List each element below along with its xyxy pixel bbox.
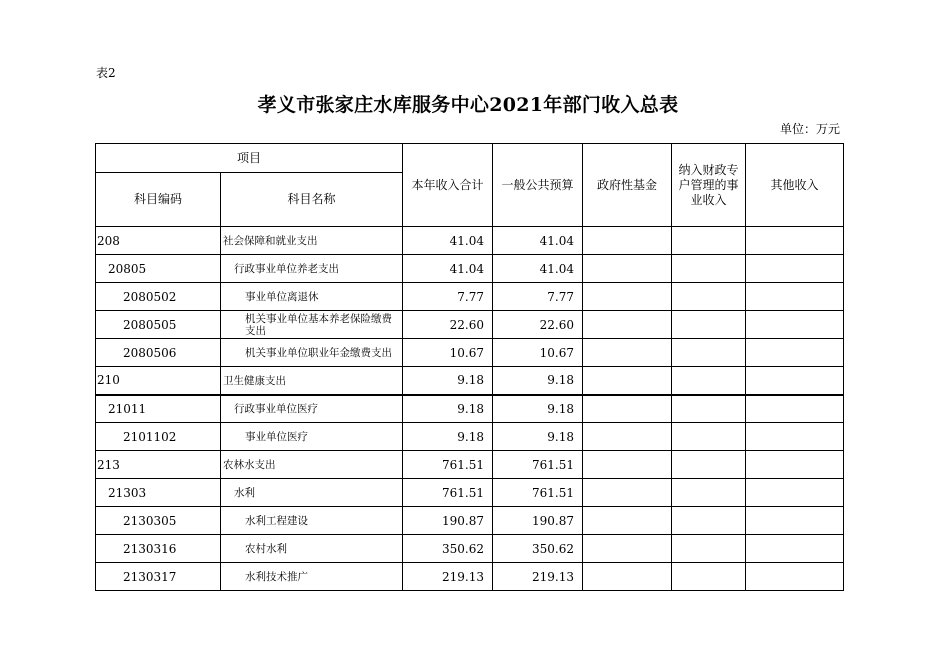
total-income-cell: 7.77 bbox=[403, 283, 493, 311]
subject-name-cell: 农林水支出 bbox=[221, 451, 403, 479]
subject-code-cell: 2130317 bbox=[96, 563, 221, 591]
special-account-cell bbox=[672, 395, 746, 423]
subject-name-cell: 社会保障和就业支出 bbox=[221, 227, 403, 255]
other-income-cell bbox=[746, 507, 844, 535]
header-project: 项目 bbox=[96, 144, 403, 173]
header-total: 本年收入合计 bbox=[403, 144, 493, 227]
general-budget-cell: 7.77 bbox=[493, 283, 583, 311]
table-row bbox=[96, 283, 844, 311]
header-code: 科目编码 bbox=[96, 173, 221, 227]
other-income-cell bbox=[746, 423, 844, 451]
government-fund-cell bbox=[583, 451, 672, 479]
table-row bbox=[96, 255, 844, 283]
total-income-cell: 219.13 bbox=[403, 563, 493, 591]
table-row bbox=[96, 423, 844, 451]
total-income-cell: 22.60 bbox=[403, 311, 493, 339]
government-fund-cell bbox=[583, 367, 672, 395]
general-budget-cell: 761.51 bbox=[493, 451, 583, 479]
other-income-cell bbox=[746, 339, 844, 367]
other-income-cell bbox=[746, 563, 844, 591]
subject-code-cell: 2080505 bbox=[96, 311, 221, 339]
general-budget-cell: 9.18 bbox=[493, 423, 583, 451]
general-budget-cell: 9.18 bbox=[493, 395, 583, 423]
subject-name-cell bbox=[221, 339, 403, 367]
subject-code-cell: 21011 bbox=[96, 395, 221, 423]
page-title: 孝义市张家庄水库服务中心2021年部门收入总表 bbox=[257, 94, 679, 116]
government-fund-cell bbox=[583, 507, 672, 535]
special-account-cell bbox=[672, 339, 746, 367]
subject-name-cell: 农村水利 bbox=[221, 535, 403, 563]
subject-code-cell: 208 bbox=[96, 227, 221, 255]
other-income-cell bbox=[746, 227, 844, 255]
special-account-cell bbox=[672, 423, 746, 451]
government-fund-cell bbox=[583, 563, 672, 591]
table-row bbox=[96, 395, 844, 423]
total-income-cell: 761.51 bbox=[403, 479, 493, 507]
total-income-cell: 41.04 bbox=[403, 227, 493, 255]
unit-label: 单位：万元 bbox=[779, 122, 840, 136]
other-income-cell bbox=[746, 479, 844, 507]
total-income-cell: 10.67 bbox=[403, 339, 493, 367]
header-name: 科目名称 bbox=[221, 173, 403, 227]
other-income-cell bbox=[746, 255, 844, 283]
total-income-cell: 350.62 bbox=[403, 535, 493, 563]
subject-code-cell: 2080506 bbox=[96, 339, 221, 367]
subject-code-cell: 210 bbox=[96, 367, 221, 395]
special-account-cell bbox=[672, 507, 746, 535]
subject-name-cell: 水利工程建设 bbox=[221, 507, 403, 535]
government-fund-cell bbox=[583, 395, 672, 423]
subject-name-cell bbox=[221, 311, 403, 339]
special-account-cell bbox=[672, 227, 746, 255]
general-budget-cell: 10.67 bbox=[493, 339, 583, 367]
other-income-cell bbox=[746, 367, 844, 395]
government-fund-cell bbox=[583, 311, 672, 339]
header-government-fund: 政府性基金 bbox=[583, 144, 672, 227]
subject-code-cell: 213 bbox=[96, 451, 221, 479]
total-income-cell: 190.87 bbox=[403, 507, 493, 535]
special-account-cell bbox=[672, 563, 746, 591]
government-fund-cell bbox=[583, 535, 672, 563]
total-income-cell: 9.18 bbox=[403, 423, 493, 451]
table-row bbox=[96, 227, 844, 255]
table-row bbox=[96, 339, 844, 367]
table-row bbox=[96, 479, 844, 507]
other-income-cell bbox=[746, 535, 844, 563]
subject-name-cell: 行政事业单位养老支出 bbox=[221, 255, 403, 283]
government-fund-cell bbox=[583, 283, 672, 311]
subject-code-cell: 2101102 bbox=[96, 423, 221, 451]
header-special-account-income: 纳入财政专户管理的事业收入 bbox=[672, 144, 746, 227]
special-account-cell bbox=[672, 283, 746, 311]
table-row bbox=[96, 311, 844, 339]
subject-code-cell: 2080502 bbox=[96, 283, 221, 311]
subject-name-cell: 水利技术推广 bbox=[221, 563, 403, 591]
special-account-cell bbox=[672, 255, 746, 283]
total-income-cell: 9.18 bbox=[403, 367, 493, 395]
other-income-cell bbox=[746, 283, 844, 311]
special-account-cell bbox=[672, 311, 746, 339]
subject-name-cell: 行政事业单位医疗 bbox=[221, 395, 403, 423]
subject-name-text: 机关事业单位职业年金缴费支出 bbox=[245, 346, 392, 359]
total-income-cell: 41.04 bbox=[403, 255, 493, 283]
general-budget-cell: 41.04 bbox=[493, 227, 583, 255]
subject-name-cell: 卫生健康支出 bbox=[221, 367, 403, 395]
table-row bbox=[96, 507, 844, 535]
table-row bbox=[96, 451, 844, 479]
header-general-budget: 一般公共预算 bbox=[493, 144, 583, 227]
special-account-cell bbox=[672, 479, 746, 507]
subject-code-cell: 20805 bbox=[96, 255, 221, 283]
subject-code-cell: 21303 bbox=[96, 479, 221, 507]
general-budget-cell: 41.04 bbox=[493, 255, 583, 283]
general-budget-cell: 219.13 bbox=[493, 563, 583, 591]
total-income-cell: 761.51 bbox=[403, 451, 493, 479]
government-fund-cell bbox=[583, 255, 672, 283]
special-account-cell bbox=[672, 451, 746, 479]
income-summary-table bbox=[95, 143, 844, 591]
subject-name-text: 机关事业单位基本养老保险缴费支出 bbox=[245, 312, 392, 337]
government-fund-cell bbox=[583, 479, 672, 507]
table-number: 表2 bbox=[96, 66, 116, 80]
subject-name-cell: 事业单位离退休 bbox=[221, 283, 403, 311]
government-fund-cell bbox=[583, 423, 672, 451]
table-row bbox=[96, 535, 844, 563]
general-budget-cell: 22.60 bbox=[493, 311, 583, 339]
other-income-cell bbox=[746, 395, 844, 423]
general-budget-cell: 761.51 bbox=[493, 479, 583, 507]
subject-name-cell: 事业单位医疗 bbox=[221, 423, 403, 451]
general-budget-cell: 350.62 bbox=[493, 535, 583, 563]
header-other-income: 其他收入 bbox=[746, 144, 844, 227]
table-row bbox=[96, 563, 844, 591]
subject-code-cell: 2130316 bbox=[96, 535, 221, 563]
subject-code-cell: 2130305 bbox=[96, 507, 221, 535]
special-account-cell bbox=[672, 535, 746, 563]
other-income-cell bbox=[746, 451, 844, 479]
general-budget-cell: 190.87 bbox=[493, 507, 583, 535]
general-budget-cell: 9.18 bbox=[493, 367, 583, 395]
total-income-cell: 9.18 bbox=[403, 395, 493, 423]
table-row bbox=[96, 367, 844, 395]
other-income-cell bbox=[746, 311, 844, 339]
government-fund-cell bbox=[583, 227, 672, 255]
subject-name-cell: 水利 bbox=[221, 479, 403, 507]
special-account-cell bbox=[672, 367, 746, 395]
government-fund-cell bbox=[583, 339, 672, 367]
